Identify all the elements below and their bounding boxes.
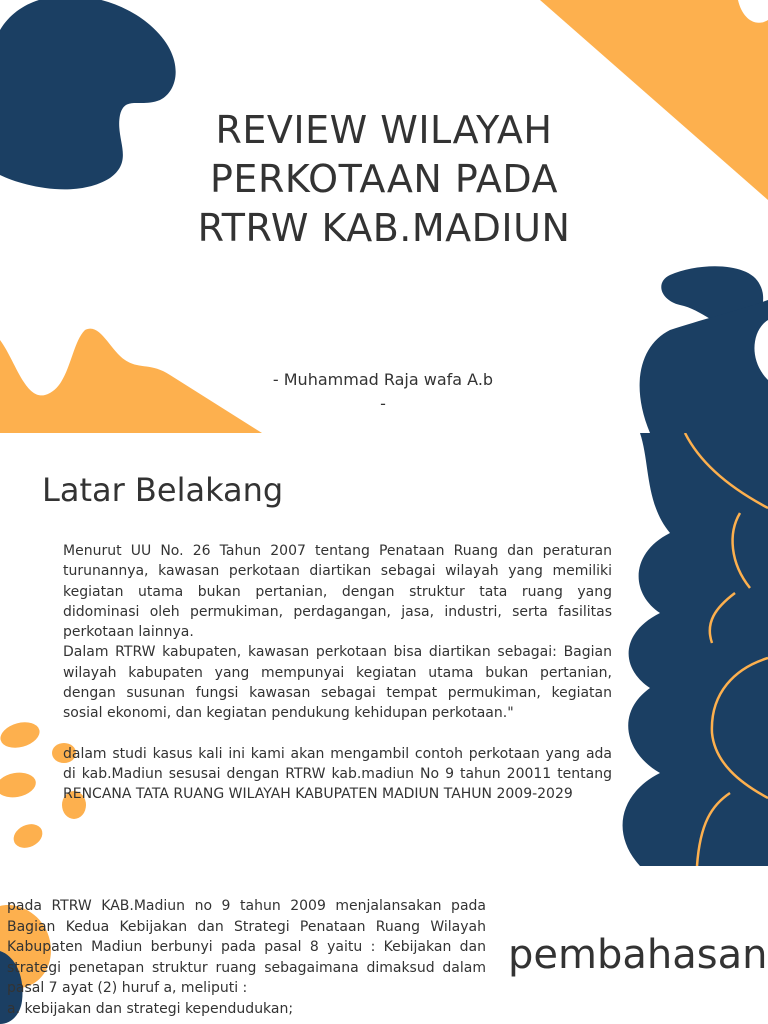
list-item-a: a. kebijakan dan strategi kependudukan; bbox=[7, 1000, 294, 1017]
section-heading-pembahasan: pembahasan bbox=[508, 932, 768, 978]
discussion-slide bbox=[0, 866, 768, 1024]
paragraph-case-study: dalam studi kasus kali ini kami akan mengambil contoh perkotaan yang ada di kab.Madiun sesusai dengan RTRW kab.madiun No 9 tahun 20011 tentang RENCANA TATA RUANG WILAYAH KABUPATEN MADIUN TAHUN 2009-2029 bbox=[63, 745, 612, 803]
orange-dot-5 bbox=[10, 820, 46, 853]
cover-title bbox=[140, 106, 628, 253]
orange-dot-1 bbox=[0, 718, 42, 752]
discussion-body bbox=[7, 896, 486, 1019]
paragraph-rtrw: Dalam RTRW kabupaten, kawasan perkotaan bisa diartikan sebagai: Bagian wilayah kabupaten yang mempunyai kegiatan utama bukan pertanian, dengan susunan fungsi kawasan sebagai tempat permukiman, kegiatan sosial ekonomi, dan kegiatan pendukung kehidupan perkotaan." bbox=[63, 644, 612, 722]
cover-title-line-2: PERKOTAAN PADA bbox=[210, 157, 558, 201]
orange-dot-3 bbox=[0, 770, 38, 801]
section-heading-latar-belakang: Latar Belakang bbox=[42, 471, 284, 509]
orange-wave-bottom-left bbox=[0, 329, 262, 433]
author-name: - Muhammad Raja wafa A.b bbox=[272, 370, 494, 389]
cover-title-line-1: REVIEW WILAYAH bbox=[215, 108, 553, 152]
author-credit bbox=[230, 368, 536, 416]
navy-wave-column-right bbox=[623, 433, 768, 866]
author-suffix: - bbox=[380, 394, 386, 413]
background-slide bbox=[0, 433, 768, 866]
cover-slide bbox=[0, 0, 768, 433]
background-body bbox=[63, 541, 612, 805]
paragraph-uu: Menurut UU No. 26 Tahun 2007 tentang Penataan Ruang dan peraturan turunannya, kawasan perkotaan diartikan sebagai wilayah yang memiliki kegiatan utama bukan pertanian, dengan struktur tata ruang yang didominasi oleh permukiman, perdagangan, jasa, industri, serta fasilitas perkotaan lainnya. bbox=[63, 543, 612, 641]
cover-title-line-3: RTRW KAB.MADIUN bbox=[197, 206, 571, 250]
paragraph-pasal-8: pada RTRW KAB.Madiun no 9 tahun 2009 menjalansakan pada Bagian Kedua Kebijakan dan Strategi Penataan Ruang Wilayah Kabupaten Madiun berbunyi pada pasal 8 yaitu : Kebijakan dan strategi penetapan struktur ruang sebagaimana dimaksud dalam pasal 7 ayat (2) huruf a, meliputi : bbox=[7, 898, 486, 996]
navy-blob-right-large bbox=[640, 300, 768, 433]
